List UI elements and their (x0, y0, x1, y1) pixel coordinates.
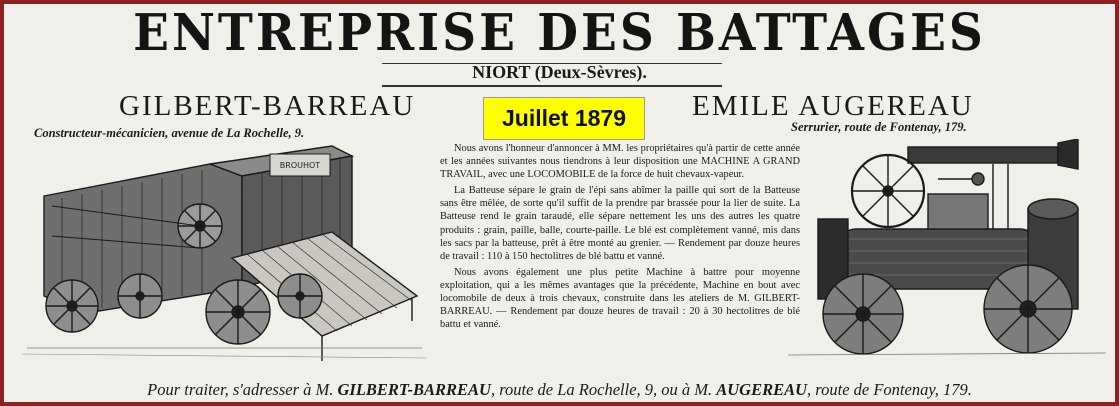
footer-contact-line (4, 380, 1115, 400)
footer-text-3: , route de Fontenay, 179. (807, 380, 972, 399)
threshing-machine-illustration (22, 136, 437, 376)
left-company-name: GILBERT-BARREAU (119, 90, 416, 122)
footer-name-1: GILBERT-BARREAU (337, 380, 491, 399)
body-paragraph-1: Nous avons l'honneur d'annoncer à MM. les propriétaires qu'à partir de cette année et les années suivantes nous tiendrons à leur disposition une MACHINE A GRAND TRAVAIL, avec une LOCOMOBILE de la force de huit chevaux-vapeur. (440, 143, 800, 181)
machine-label: BROUHOT (279, 161, 321, 170)
right-company-subtitle: Serrurier, route de Fontenay, 179. (791, 120, 967, 134)
left-company-subtitle: Constructeur-mécanicien, avenue de La Rochelle, 9. (34, 126, 305, 140)
steam-locomobile-illustration (788, 139, 1108, 374)
divider-rule (382, 85, 722, 87)
right-company-name: EMILE AUGEREAU (692, 90, 974, 122)
body-paragraph-3: Nous avons également une plus petite Machine à battre pour moyenne exploitation, qui a les mêmes avantages que la précédente, Machine en bout avec locomobile de deux à trois chevaux, construite dans les ateliers de M. GILBERT-BARREAU. — Rendement par douze heures de travail : 20 à 30 hectolitres de blé battu et vanné. (440, 266, 800, 331)
city-line: NIORT (Deux-Sèvres). (472, 62, 647, 82)
date-badge: Juillet 1879 (483, 97, 645, 140)
footer-text-1: Pour traiter, s'adresser à M. (147, 380, 338, 399)
headline-title: ENTREPRISE DES BATTAGES (133, 3, 986, 64)
body-paragraph-2: La Batteuse sépare le grain de l'épi sans abîmer la paille qui sort de la Batteuse sans être mêlée, de sorte qu'il suffit de la prendre par brassée pour la lier de suite. La Batteuse rend le grain taraudé, elle sépare nettement les uns des autres les quatre produits : grain, paille, balle, courte-paille. Le blé est complètement vanné, mis dans les sacs par la batteuse, prêt à être monté au grenier. — Rendement par douze heures de travail : 110 à 150 hectolitres de blé battu et vanné. (440, 185, 800, 262)
advertisement-body (440, 142, 800, 334)
footer-text-2: , route de La Rochelle, 9, ou à M. (490, 380, 717, 399)
footer-name-2: AUGEREAU (716, 380, 808, 399)
